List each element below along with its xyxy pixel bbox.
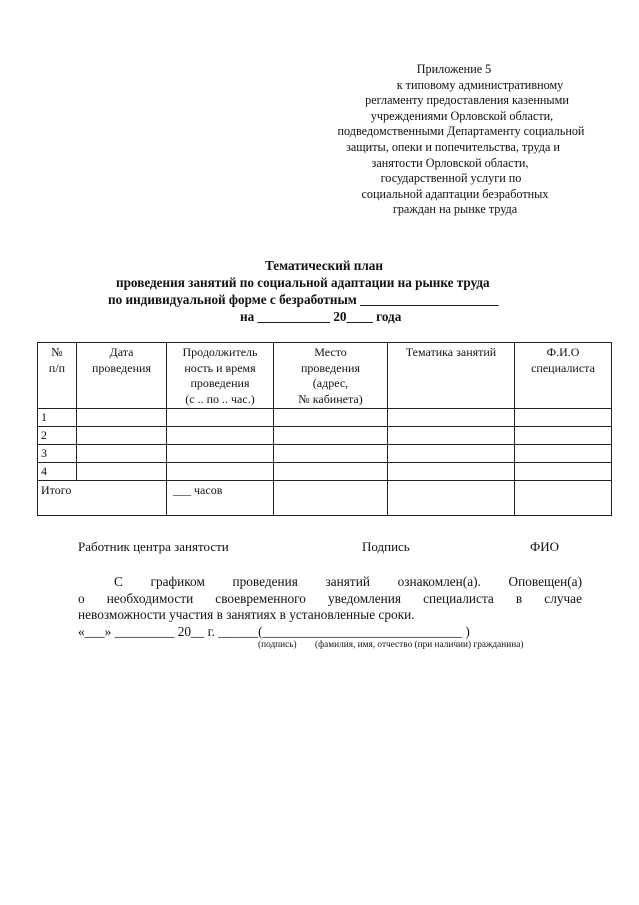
table-total-row bbox=[38, 481, 612, 516]
appendix-line: граждан на рынке труда bbox=[392, 202, 518, 217]
total-label: Итого bbox=[38, 481, 167, 516]
column-header-number: № п/п bbox=[38, 343, 77, 409]
appendix-block bbox=[300, 62, 600, 218]
title-line-2: проведения занятий по социальной адаптации на рынке труда bbox=[116, 275, 490, 290]
fio-label: ФИО bbox=[530, 539, 560, 554]
title-line-1: Тематический план bbox=[265, 258, 383, 273]
column-header-location: Место проведения (адрес, № кабинета) bbox=[274, 343, 388, 409]
appendix-line: социальной адаптации безработных bbox=[361, 186, 549, 201]
column-header-duration: Продолжитель ность и время проведения (с .. по .. час.) bbox=[167, 343, 274, 409]
table-cell bbox=[274, 481, 388, 516]
appendix-line: подведомственными Департаменту социальной bbox=[337, 124, 585, 139]
appendix-line: учреждениями Орловской области, bbox=[370, 108, 554, 123]
table-header-row bbox=[38, 343, 612, 409]
paragraph-line-1: С графиком проведения занятий ознакомлен(а). Оповещен(а) bbox=[114, 574, 582, 589]
table-cell bbox=[274, 445, 388, 463]
paragraph-line-3: невозможности участия в занятиях в установленные сроки. bbox=[78, 607, 415, 623]
date-signature-line: «___» _________ 20__ г. ______(______________________________ ) bbox=[78, 624, 470, 639]
name-caption: (фамилия, имя, отчество (при наличии) гражданина) bbox=[315, 640, 524, 650]
column-header-topic: Тематика занятий bbox=[388, 343, 515, 409]
table-cell bbox=[388, 409, 515, 427]
table-cell bbox=[515, 463, 612, 481]
table-cell bbox=[388, 445, 515, 463]
table-cell bbox=[167, 409, 274, 427]
table-cell bbox=[274, 409, 388, 427]
column-header-specialist: Ф.И.О специалиста bbox=[515, 343, 612, 409]
appendix-line: занятости Орловской области, bbox=[371, 155, 529, 170]
appendix-line: к типовому административному bbox=[396, 77, 564, 92]
row-number: 1 bbox=[38, 409, 77, 427]
title-line-4: на ___________ 20____ года bbox=[240, 309, 402, 324]
signature-label: Подпись bbox=[362, 539, 410, 554]
table-cell bbox=[515, 427, 612, 445]
table-cell bbox=[388, 463, 515, 481]
table-cell bbox=[77, 409, 167, 427]
table-cell bbox=[515, 409, 612, 427]
signature-caption: (подпись) bbox=[258, 640, 297, 650]
appendix-line: государственной услуги по bbox=[380, 171, 522, 186]
table-row bbox=[38, 463, 612, 481]
table-cell bbox=[77, 427, 167, 445]
table-row bbox=[38, 427, 612, 445]
table-cell bbox=[515, 445, 612, 463]
paragraph-line-2: о необходимости своевременного уведомления специалиста в случае bbox=[78, 590, 582, 606]
table-row bbox=[38, 445, 612, 463]
table-cell bbox=[274, 463, 388, 481]
table-cell bbox=[167, 427, 274, 445]
document-title bbox=[60, 257, 580, 325]
row-number: 4 bbox=[38, 463, 77, 481]
table-cell bbox=[77, 445, 167, 463]
table-cell bbox=[388, 481, 515, 516]
table-cell bbox=[274, 427, 388, 445]
thematic-plan-table bbox=[37, 342, 612, 516]
table-cell bbox=[167, 445, 274, 463]
table-row bbox=[38, 409, 612, 427]
total-hours: ___ часов bbox=[167, 481, 274, 516]
appendix-line: защиты, опеки и попечительства, труда и bbox=[346, 139, 560, 154]
appendix-line: Приложение 5 bbox=[416, 62, 492, 76]
table-cell bbox=[77, 463, 167, 481]
worker-label: Работник центра занятости bbox=[78, 539, 229, 554]
table-cell bbox=[167, 463, 274, 481]
table-cell bbox=[388, 427, 515, 445]
acknowledgement-paragraph bbox=[78, 574, 582, 624]
row-number: 2 bbox=[38, 427, 77, 445]
table-cell bbox=[515, 481, 612, 516]
column-header-date: Дата проведения bbox=[77, 343, 167, 409]
appendix-line: регламенту предоставления казенными bbox=[365, 93, 569, 108]
title-line-3: по индивидуальной форме с безработным _____________________ bbox=[108, 292, 499, 307]
row-number: 3 bbox=[38, 445, 77, 463]
